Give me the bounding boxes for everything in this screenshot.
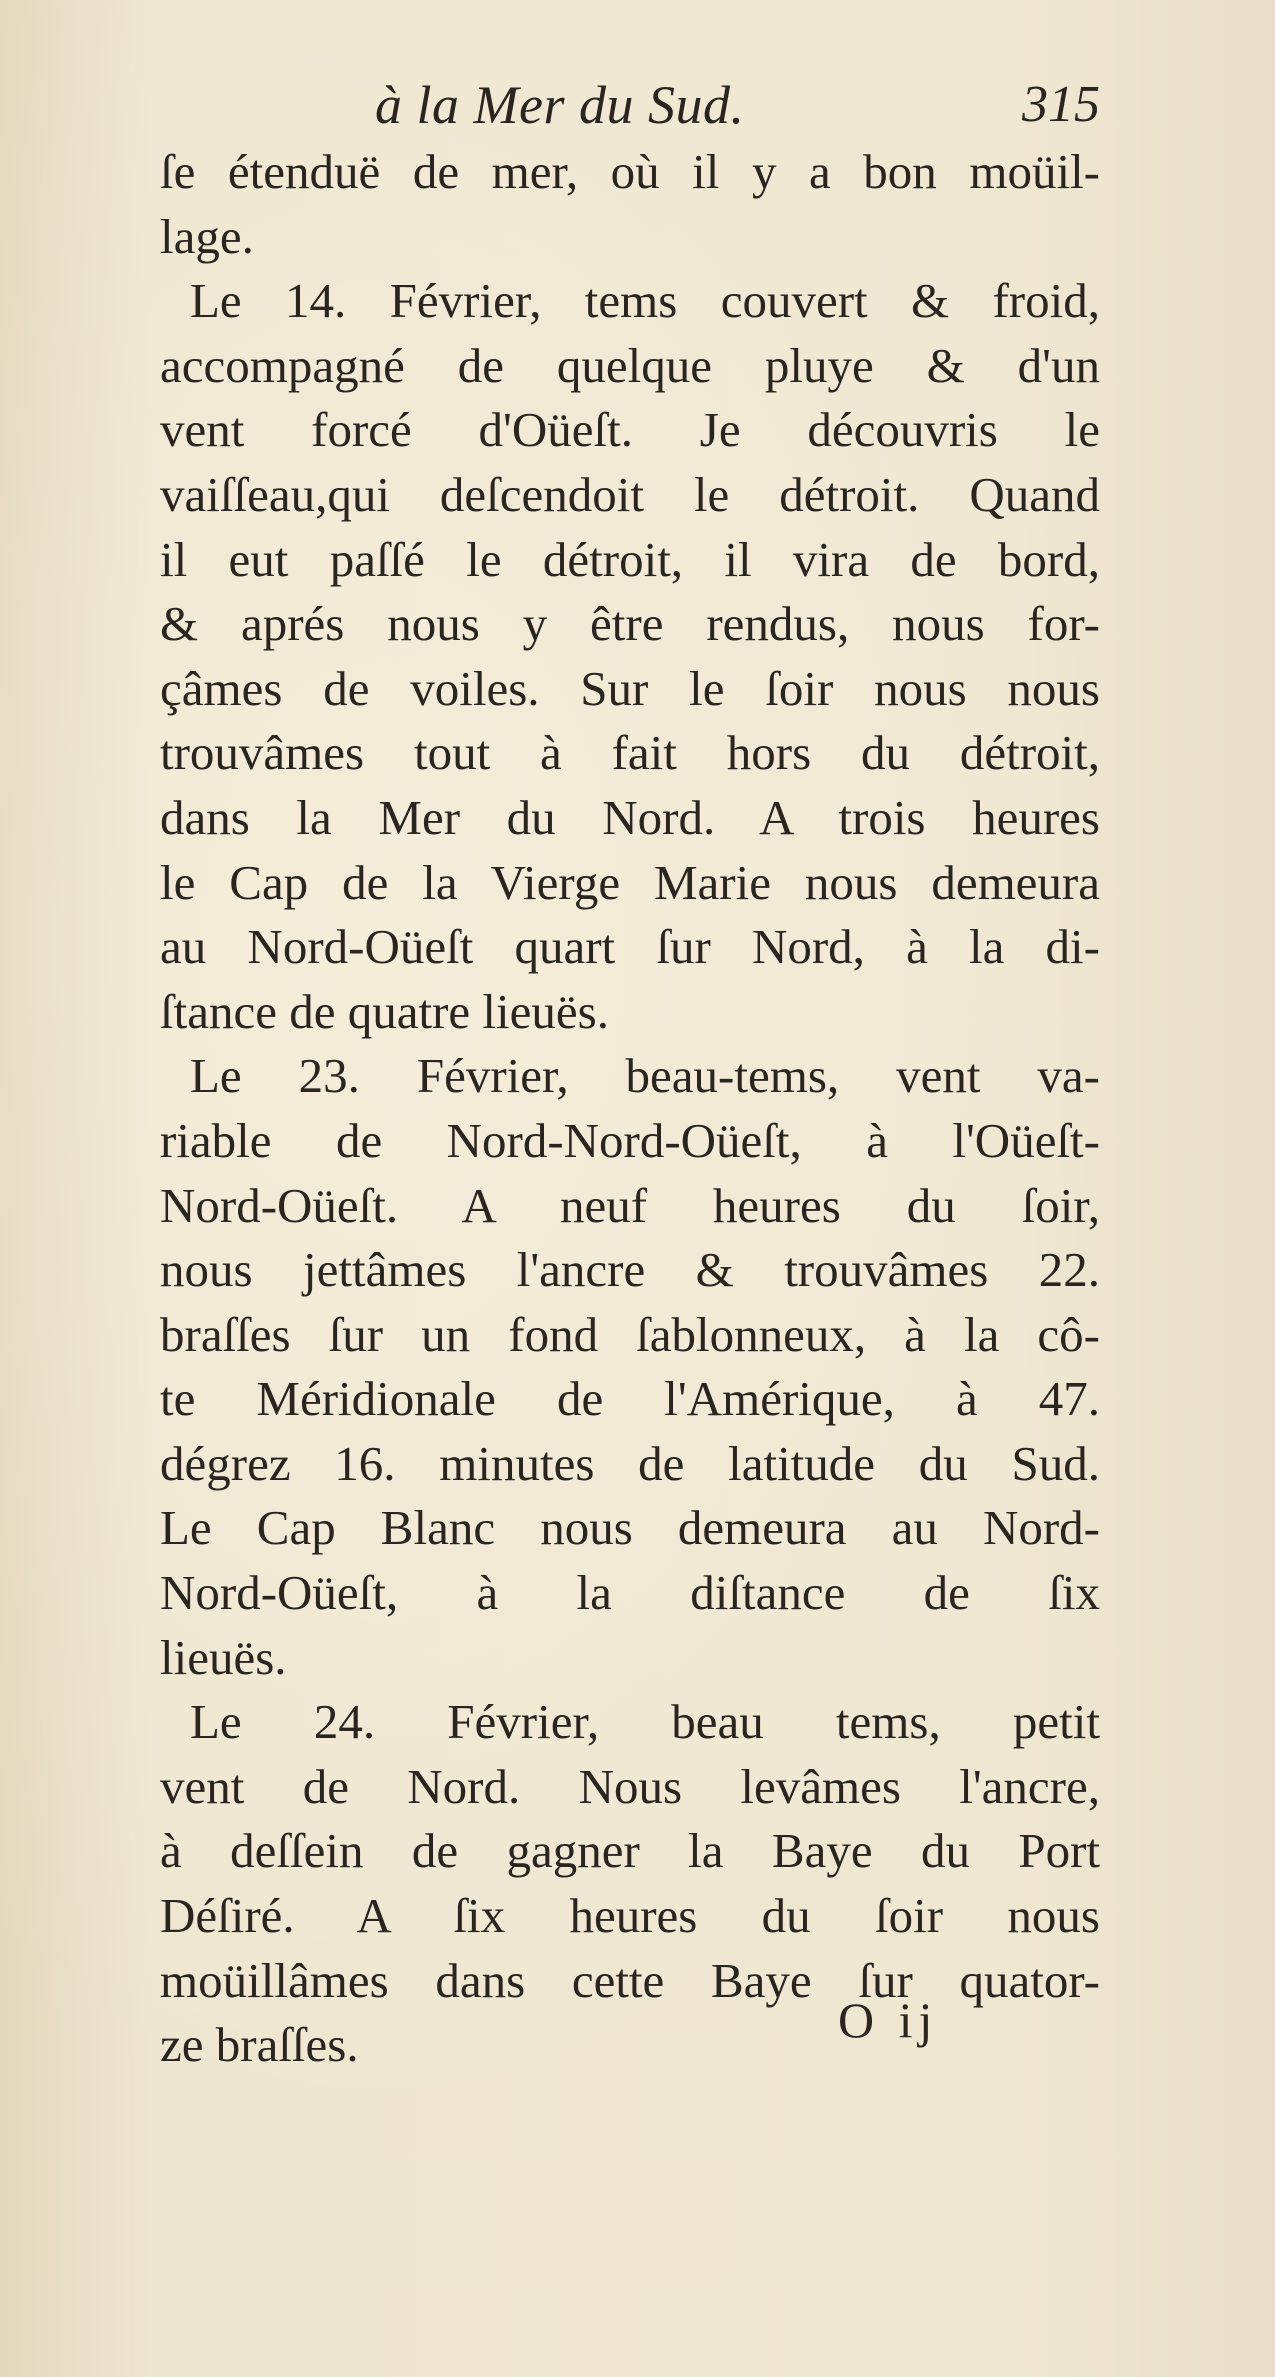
text-line: trouvâmes tout à fait hors du détroit,: [160, 725, 1100, 781]
text-line: ze braſſes.: [160, 2017, 359, 2073]
text-line: çâmes de voiles. Sur le ſoir nous nous: [160, 660, 1100, 716]
text-line: Le 14. Février, tems couvert & froid,: [190, 273, 1100, 329]
text-line: à deſſein de gagner la Baye du Port: [160, 1823, 1100, 1879]
text-line: il eut paſſé le détroit, il vira de bord,: [160, 531, 1100, 587]
text-line: Le Cap Blanc nous demeura au Nord-: [160, 1500, 1100, 1556]
text-line: ſtance de quatre lieuës.: [160, 983, 609, 1039]
text-line: au Nord-Oüeſt quart ſur Nord, à la di-: [160, 919, 1100, 975]
text-line: lieuës.: [160, 1629, 287, 1685]
text-line: le Cap de la Vierge Marie nous demeura: [160, 854, 1100, 910]
text-line: ſe étenduë de mer, où il y a bon moüil-: [160, 144, 1100, 199]
text-line: vent de Nord. Nous levâmes l'ancre,: [160, 1758, 1100, 1814]
page-number: 315: [1022, 76, 1100, 133]
text-line: Nord-Oüeſt, à la diſtance de ſix: [160, 1565, 1100, 1621]
running-head: [160, 70, 1100, 140]
text-line: Nord-Oüeſt. A neuf heures du ſoir,: [160, 1177, 1100, 1233]
text-line: Le 24. Février, beau tems, petit: [190, 1694, 1100, 1750]
body-text: [160, 140, 1100, 2078]
text-line: moüillâmes dans cette Baye ſur quator-: [160, 1952, 1100, 2008]
text-line: riable de Nord-Nord-Oüeſt, à l'Oüeſt-: [160, 1112, 1100, 1168]
text-line: accompagné de quelque pluye & d'un: [160, 337, 1100, 393]
text-line: Le 23. Février, beau-tems, vent va-: [190, 1048, 1100, 1104]
signature-mark: O ij: [838, 1992, 939, 2048]
text-line: te Méridionale de l'Amérique, à 47.: [160, 1371, 1100, 1427]
running-title: à la Mer du Sud.: [375, 75, 745, 135]
text-line: dans la Mer du Nord. A trois heures: [160, 789, 1100, 845]
text-line: lage.: [160, 208, 254, 264]
text-line: vaiſſeau,qui deſcendoit le détroit. Quand: [160, 466, 1100, 522]
text-line: vent forcé d'Oüeſt. Je découvris le: [160, 402, 1100, 458]
text-line: Déſiré. A ſix heures du ſoir nous: [160, 1888, 1100, 1944]
text-line: braſſes ſur un fond ſablonneux, à la cô-: [160, 1306, 1100, 1362]
text-line: nous jettâmes l'ancre & trouvâmes 22.: [160, 1242, 1100, 1298]
text-line: & aprés nous y être rendus, nous for-: [160, 596, 1100, 652]
text-line: dégrez 16. minutes de latitude du Sud.: [160, 1435, 1100, 1491]
